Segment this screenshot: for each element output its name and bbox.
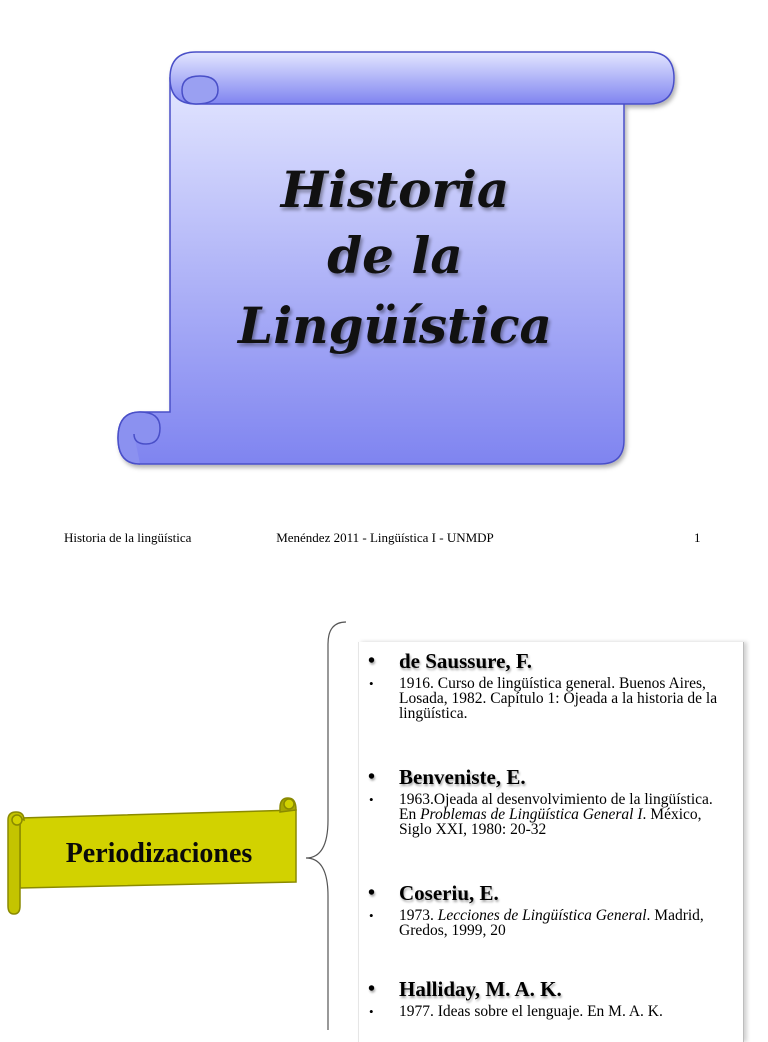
bullet-icon: • <box>368 650 376 672</box>
reference-author-name: Coseriu, E. <box>399 881 499 905</box>
bullet-icon: • <box>369 792 374 807</box>
reference-item <box>359 648 739 721</box>
reference-item <box>359 880 739 938</box>
reference-detail-post: . México, Siglo XXI, 1980: 20-32 <box>399 806 702 838</box>
title-line-1: Historia <box>280 160 510 219</box>
page-number: 1 <box>694 530 701 545</box>
bullet-icon: • <box>369 676 374 691</box>
reference-author <box>359 648 739 674</box>
footer-left-text: Historia de la lingüística <box>64 530 192 545</box>
reference-item <box>359 764 739 837</box>
periodizaciones-label: Periodizaciones <box>65 838 253 869</box>
reference-item <box>359 976 739 1019</box>
reference-detail-text: 1977. Ideas sobre el lenguaje. En M. A. K. <box>399 1003 663 1020</box>
bullet-icon: • <box>369 1004 374 1019</box>
references-slide <box>0 590 768 1024</box>
footer-center-text: Menéndez 2011 - Lingüística I - UNMDP <box>276 530 494 545</box>
reference-detail-text: 1916. Curso de lingüística general. Buenos Aires, Losada, 1982. Capítulo 1: Ojeada a la historia de la lingüística. <box>399 675 718 722</box>
reference-detail-pre: 1963.Ojeada al desenvolvimiento de la lingüística. En <box>399 791 713 823</box>
reference-author <box>359 976 739 1002</box>
reference-detail <box>359 908 739 938</box>
reference-detail-post: . Madrid, Gredos, 1999, 20 <box>399 907 704 939</box>
reference-author-name: de Saussure, F. <box>399 649 533 673</box>
bullet-icon: • <box>368 766 376 788</box>
reference-author <box>359 764 739 790</box>
bullet-icon: • <box>368 978 376 1000</box>
reference-detail <box>359 676 739 721</box>
title-line-3: Lingüística <box>238 296 552 355</box>
reference-detail-title: Lecciones de Lingüística General <box>437 907 647 924</box>
bullet-icon: • <box>369 908 374 923</box>
reference-detail-title: Problemas de Lingüística General I <box>420 806 643 823</box>
reference-detail <box>359 792 739 837</box>
reference-detail-pre: 1973. <box>399 907 438 924</box>
reference-detail <box>359 1004 739 1019</box>
reference-author-name: Halliday, M. A. K. <box>399 977 562 1001</box>
bullet-icon: • <box>368 882 376 904</box>
title-line-2: de la <box>327 226 463 285</box>
references-panel <box>358 642 744 1042</box>
curly-brace <box>300 620 360 1030</box>
reference-author-name: Benveniste, E. <box>399 765 526 789</box>
reference-author <box>359 880 739 906</box>
